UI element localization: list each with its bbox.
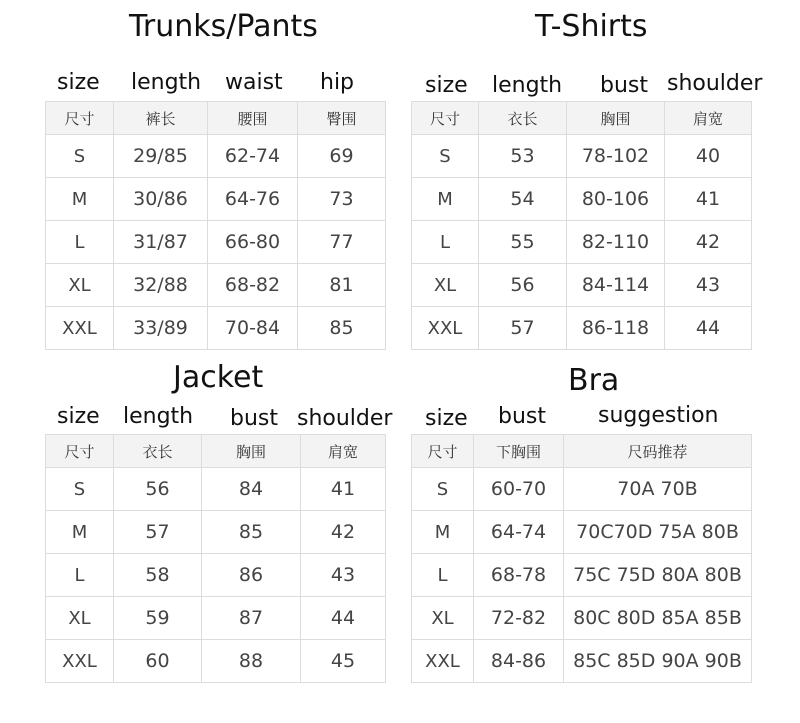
size-cell: S <box>412 468 474 511</box>
bust-cell: 87 <box>202 597 301 640</box>
waist-cell: 70-84 <box>208 307 298 350</box>
waist-cell: 62-74 <box>208 135 298 178</box>
table-row <box>412 468 752 511</box>
size-cell: XL <box>412 264 479 307</box>
cn-header-hip: 臀围 <box>298 102 386 135</box>
bust-cell: 84-86 <box>474 640 564 683</box>
en-header-bust: bust <box>600 73 648 98</box>
size-cell: M <box>412 178 479 221</box>
bust-cell: 85 <box>202 511 301 554</box>
table-row <box>412 135 752 178</box>
shoulder-cell: 42 <box>301 511 386 554</box>
suggestion-cell: 70C70D 75A 80B <box>564 511 752 554</box>
table-row <box>412 221 752 264</box>
table-row <box>46 221 386 264</box>
bust-cell: 86-118 <box>567 307 665 350</box>
size-cell: XXL <box>412 640 474 683</box>
table-row <box>46 511 386 554</box>
en-header-length: length <box>123 404 194 429</box>
length-cell: 55 <box>479 221 567 264</box>
en-header-shoulder: shoulder <box>667 71 763 96</box>
shoulder-cell: 43 <box>301 554 386 597</box>
cn-header-length: 裤长 <box>114 102 208 135</box>
length-cell: 53 <box>479 135 567 178</box>
waist-cell: 66-80 <box>208 221 298 264</box>
size-cell: L <box>46 221 114 264</box>
bust-cell: 84 <box>202 468 301 511</box>
hip-cell: 73 <box>298 178 386 221</box>
table-row <box>46 597 386 640</box>
length-cell: 31/87 <box>114 221 208 264</box>
length-cell: 30/86 <box>114 178 208 221</box>
cn-header-length: 衣长 <box>114 435 202 468</box>
size-cell: L <box>412 221 479 264</box>
length-cell: 60 <box>114 640 202 683</box>
en-header-length: length <box>492 73 563 98</box>
size-cell: XXL <box>46 640 114 683</box>
bust-cell: 64-74 <box>474 511 564 554</box>
suggestion-cell: 70A 70B <box>564 468 752 511</box>
size-cell: XXL <box>46 307 114 350</box>
shoulder-cell: 40 <box>665 135 752 178</box>
table-row <box>412 597 752 640</box>
bust-cell: 78-102 <box>567 135 665 178</box>
table-row <box>412 307 752 350</box>
table-row <box>46 264 386 307</box>
suggestion-cell: 75C 75D 80A 80B <box>564 554 752 597</box>
bust-cell: 80-106 <box>567 178 665 221</box>
table-header-row <box>412 102 752 135</box>
en-header-bust: bust <box>498 404 546 429</box>
cn-header-size: 尺寸 <box>412 435 474 468</box>
bust-cell: 72-82 <box>474 597 564 640</box>
waist-cell: 68-82 <box>208 264 298 307</box>
cn-header-underbust: 下胸围 <box>474 435 564 468</box>
length-cell: 57 <box>114 511 202 554</box>
en-header-size: size <box>57 70 100 95</box>
hip-cell: 77 <box>298 221 386 264</box>
en-header-shoulder: shoulder <box>297 406 393 431</box>
length-cell: 54 <box>479 178 567 221</box>
length-cell: 57 <box>479 307 567 350</box>
table-row <box>46 554 386 597</box>
hip-cell: 81 <box>298 264 386 307</box>
table-header-row <box>412 435 752 468</box>
shoulder-cell: 44 <box>665 307 752 350</box>
size-table-tshirts <box>411 101 752 350</box>
cn-header-bust: 胸围 <box>567 102 665 135</box>
bust-cell: 86 <box>202 554 301 597</box>
size-cell: L <box>412 554 474 597</box>
cn-header-waist: 腰围 <box>208 102 298 135</box>
table-header-row <box>46 435 386 468</box>
table-row <box>412 511 752 554</box>
bust-cell: 82-110 <box>567 221 665 264</box>
table-row <box>46 178 386 221</box>
table-header-row <box>46 102 386 135</box>
size-cell: M <box>46 511 114 554</box>
en-header-size: size <box>425 406 468 431</box>
length-cell: 59 <box>114 597 202 640</box>
size-cell: XL <box>46 264 114 307</box>
shoulder-cell: 42 <box>665 221 752 264</box>
shoulder-cell: 41 <box>665 178 752 221</box>
size-cell: M <box>46 178 114 221</box>
en-header-size: size <box>57 404 100 429</box>
shoulder-cell: 41 <box>301 468 386 511</box>
table-row <box>412 264 752 307</box>
cn-header-size: 尺寸 <box>46 435 114 468</box>
cn-header-bust: 胸围 <box>202 435 301 468</box>
section-title-jacket: Jacket <box>173 360 264 395</box>
length-cell: 58 <box>114 554 202 597</box>
size-cell: S <box>46 135 114 178</box>
size-cell: XL <box>412 597 474 640</box>
size-cell: M <box>412 511 474 554</box>
bust-cell: 88 <box>202 640 301 683</box>
waist-cell: 64-76 <box>208 178 298 221</box>
en-header-hip: hip <box>320 70 355 95</box>
en-header-bust: bust <box>230 406 278 431</box>
bust-cell: 68-78 <box>474 554 564 597</box>
hip-cell: 85 <box>298 307 386 350</box>
size-cell: S <box>412 135 479 178</box>
size-table-jacket <box>45 434 386 683</box>
cn-header-length: 衣长 <box>479 102 567 135</box>
bust-cell: 60-70 <box>474 468 564 511</box>
en-header-size: size <box>425 73 468 98</box>
cn-header-suggestion: 尺码推荐 <box>564 435 752 468</box>
en-header-length: length <box>131 70 202 95</box>
length-cell: 29/85 <box>114 135 208 178</box>
length-cell: 56 <box>114 468 202 511</box>
shoulder-cell: 43 <box>665 264 752 307</box>
table-row <box>412 178 752 221</box>
cn-header-size: 尺寸 <box>412 102 479 135</box>
suggestion-cell: 85C 85D 90A 90B <box>564 640 752 683</box>
size-table-bra <box>411 434 752 683</box>
table-row <box>46 640 386 683</box>
size-cell: S <box>46 468 114 511</box>
en-header-suggestion: suggestion <box>598 403 719 428</box>
length-cell: 33/89 <box>114 307 208 350</box>
length-cell: 56 <box>479 264 567 307</box>
size-cell: XXL <box>412 307 479 350</box>
bust-cell: 84-114 <box>567 264 665 307</box>
table-row <box>412 554 752 597</box>
cn-header-size: 尺寸 <box>46 102 114 135</box>
size-cell: L <box>46 554 114 597</box>
section-title-tshirts: T-Shirts <box>535 9 648 44</box>
length-cell: 32/88 <box>114 264 208 307</box>
shoulder-cell: 45 <box>301 640 386 683</box>
cn-header-shoulder: 肩宽 <box>665 102 752 135</box>
suggestion-cell: 80C 80D 85A 85B <box>564 597 752 640</box>
hip-cell: 69 <box>298 135 386 178</box>
en-header-waist: waist <box>225 70 283 95</box>
section-title-bra: Bra <box>568 363 620 398</box>
table-row <box>46 135 386 178</box>
shoulder-cell: 44 <box>301 597 386 640</box>
cn-header-shoulder: 肩宽 <box>301 435 386 468</box>
table-row <box>46 307 386 350</box>
section-title-trunks: Trunks/Pants <box>129 9 318 44</box>
size-table-trunks <box>45 101 386 350</box>
size-cell: XL <box>46 597 114 640</box>
table-row <box>412 640 752 683</box>
table-row <box>46 468 386 511</box>
